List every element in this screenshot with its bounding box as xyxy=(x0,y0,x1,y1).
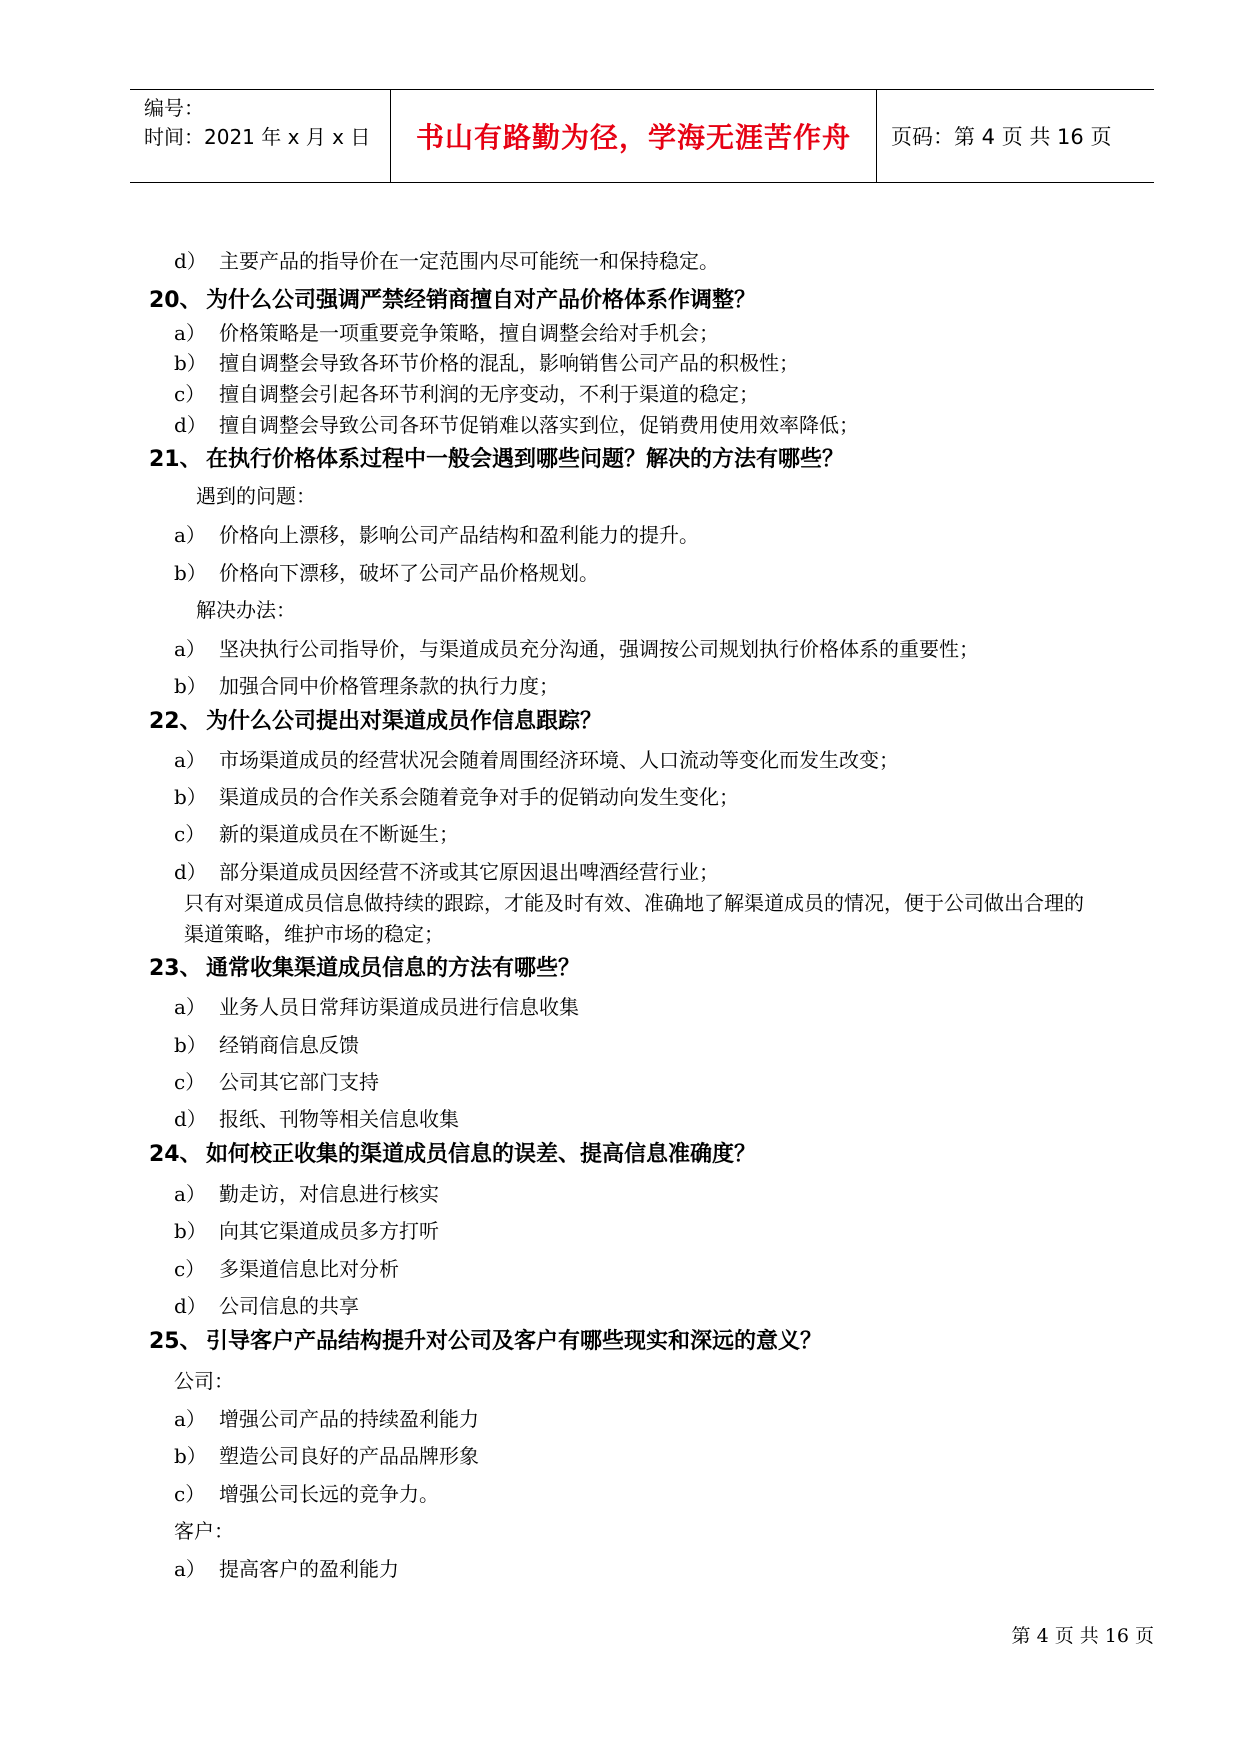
item-text: 擅自调整会引起各环节利润的无序变动，不利于渠道的稳定； xyxy=(219,382,759,406)
item-text: 新的渠道成员在不断诞生； xyxy=(219,822,459,846)
list-item xyxy=(174,744,899,773)
list-item xyxy=(174,409,859,438)
subheading: 公司： xyxy=(174,1369,234,1393)
list-item xyxy=(174,347,799,376)
question-number: 25、 xyxy=(149,1329,202,1354)
list-item xyxy=(174,1029,359,1058)
header-page-info: 页码：第 4 页 共 16 页 xyxy=(891,125,1112,149)
list-item xyxy=(174,1253,399,1282)
list-item xyxy=(174,519,699,548)
question-title: 为什么公司提出对渠道成员作信息跟踪？ xyxy=(206,709,603,734)
item-label: b） xyxy=(174,785,207,809)
list-item xyxy=(174,557,599,586)
item-label: a） xyxy=(174,637,206,661)
question-heading xyxy=(149,283,756,314)
item-label: d） xyxy=(174,413,207,437)
item-text: 经销商信息反馈 xyxy=(219,1033,359,1057)
list-item xyxy=(174,670,559,699)
subheading: 遇到的问题： xyxy=(196,484,316,508)
item-text: 价格向上漂移，影响公司产品结构和盈利能力的提升。 xyxy=(219,523,699,547)
item-text: 勤走访，对信息进行核实 xyxy=(219,1182,439,1206)
item-label: a） xyxy=(174,1557,206,1581)
question-title: 在执行价格体系过程中一般会遇到哪些问题？解决的方法有哪些？ xyxy=(206,447,845,472)
item-label: d） xyxy=(174,1107,207,1131)
item-text: 价格策略是一项重要竞争策略，擅自调整会给对手机会； xyxy=(219,321,719,345)
item-text: 增强公司产品的持续盈利能力 xyxy=(219,1407,479,1431)
item-label: c） xyxy=(174,1482,206,1506)
list-item xyxy=(174,818,459,847)
list-item xyxy=(174,856,719,885)
item-text: 市场渠道成员的经营状况会随着周围经济环境、人口流动等变化而发生改变； xyxy=(219,748,899,772)
question-heading xyxy=(149,951,580,982)
question-number: 20、 xyxy=(149,288,202,313)
item-label: a） xyxy=(174,523,206,547)
question-title: 引导客户产品结构提升对公司及客户有哪些现实和深远的意义？ xyxy=(206,1329,823,1354)
question-number: 21、 xyxy=(149,447,202,472)
item-label: d） xyxy=(174,1294,207,1318)
item-label: a） xyxy=(174,1182,206,1206)
item-label: b） xyxy=(174,674,207,698)
item-label: b） xyxy=(174,1444,207,1468)
item-text: 公司其它部门支持 xyxy=(219,1070,379,1094)
list-item xyxy=(174,1553,399,1582)
list-item xyxy=(174,1103,459,1132)
list-item xyxy=(174,991,579,1020)
header-number-label: 编号： xyxy=(144,96,204,120)
item-text: 渠道成员的合作关系会随着竞争对手的促销动向发生变化； xyxy=(219,785,739,809)
question-heading xyxy=(149,442,844,473)
question-number: 24、 xyxy=(149,1142,202,1167)
item-text: 提高客户的盈利能力 xyxy=(219,1557,399,1581)
list-item xyxy=(174,1066,379,1095)
item-text: 加强合同中价格管理条款的执行力度； xyxy=(219,674,559,698)
header-motto: 书山有路勤为径，学海无涯苦作舟 xyxy=(391,90,877,182)
item-text: 公司信息的共享 xyxy=(219,1294,359,1318)
header-time-label: 时间：2021 年 x 月 x 日 xyxy=(144,125,371,149)
list-item xyxy=(174,317,719,346)
document-header xyxy=(130,89,1154,183)
list-item xyxy=(174,1290,359,1319)
subheading: 客户： xyxy=(174,1519,234,1543)
item-label: b） xyxy=(174,351,207,375)
page-footer: 第 4 页 共 16 页 xyxy=(1011,1625,1154,1647)
item-label: d） xyxy=(174,860,207,884)
item-text: 业务人员日常拜访渠道成员进行信息收集 xyxy=(219,995,579,1019)
item-label: b） xyxy=(174,561,207,585)
item-text: 向其它渠道成员多方打听 xyxy=(219,1219,439,1243)
item-label: c） xyxy=(174,1257,206,1281)
list-item xyxy=(174,1178,439,1207)
question-heading xyxy=(149,1324,822,1355)
item-label: c） xyxy=(174,822,206,846)
item-label: c） xyxy=(174,382,206,406)
item-text: 主要产品的指导价在一定范围内尽可能统一和保持稳定。 xyxy=(219,249,719,273)
question-title: 如何校正收集的渠道成员信息的误差、提高信息准确度？ xyxy=(206,1142,757,1167)
item-text: 报纸、刊物等相关信息收集 xyxy=(219,1107,459,1131)
question-heading xyxy=(149,1137,756,1168)
item-label: a） xyxy=(174,748,206,772)
question-title: 为什么公司强调严禁经销商擅自对产品价格体系作调整？ xyxy=(206,288,757,313)
item-text: 塑造公司良好的产品品牌形象 xyxy=(219,1444,479,1468)
list-item xyxy=(174,1440,479,1469)
item-label: b） xyxy=(174,1219,207,1243)
item-text: 多渠道信息比对分析 xyxy=(219,1257,399,1281)
item-label: a） xyxy=(174,995,206,1019)
paragraph-line: 只有对渠道成员信息做持续的跟踪，才能及时有效、准确地了解渠道成员的情况，便于公司做出合理的 xyxy=(184,891,1084,915)
list-item xyxy=(174,1215,439,1244)
list-item xyxy=(174,378,759,407)
item-text: 擅自调整会导致各环节价格的混乱，影响销售公司产品的积极性； xyxy=(219,351,799,375)
item-text: 增强公司长远的竞争力。 xyxy=(219,1482,439,1506)
question-number: 23、 xyxy=(149,956,202,981)
item-label: c） xyxy=(174,1070,206,1094)
question-heading xyxy=(149,704,602,735)
item-text: 擅自调整会导致公司各环节促销难以落实到位，促销费用使用效率降低； xyxy=(219,413,859,437)
item-text: 价格向下漂移，破坏了公司产品价格规划。 xyxy=(219,561,599,585)
item-label: b） xyxy=(174,1033,207,1057)
item-label: d） xyxy=(174,249,207,273)
question-number: 22、 xyxy=(149,709,202,734)
list-item xyxy=(174,1478,439,1507)
list-item xyxy=(174,245,719,274)
item-label: a） xyxy=(174,1407,206,1431)
question-title: 通常收集渠道成员信息的方法有哪些？ xyxy=(206,956,581,981)
subheading: 解决办法： xyxy=(196,598,296,622)
list-item xyxy=(174,633,979,662)
header-left-cell xyxy=(130,90,391,182)
paragraph-line: 渠道策略，维护市场的稳定； xyxy=(184,922,444,946)
item-label: a） xyxy=(174,321,206,345)
item-text: 坚决执行公司指导价，与渠道成员充分沟通，强调按公司规划执行价格体系的重要性； xyxy=(219,637,979,661)
item-text: 部分渠道成员因经营不济或其它原因退出啤酒经营行业； xyxy=(219,860,719,884)
list-item xyxy=(174,781,739,810)
list-item xyxy=(174,1403,479,1432)
